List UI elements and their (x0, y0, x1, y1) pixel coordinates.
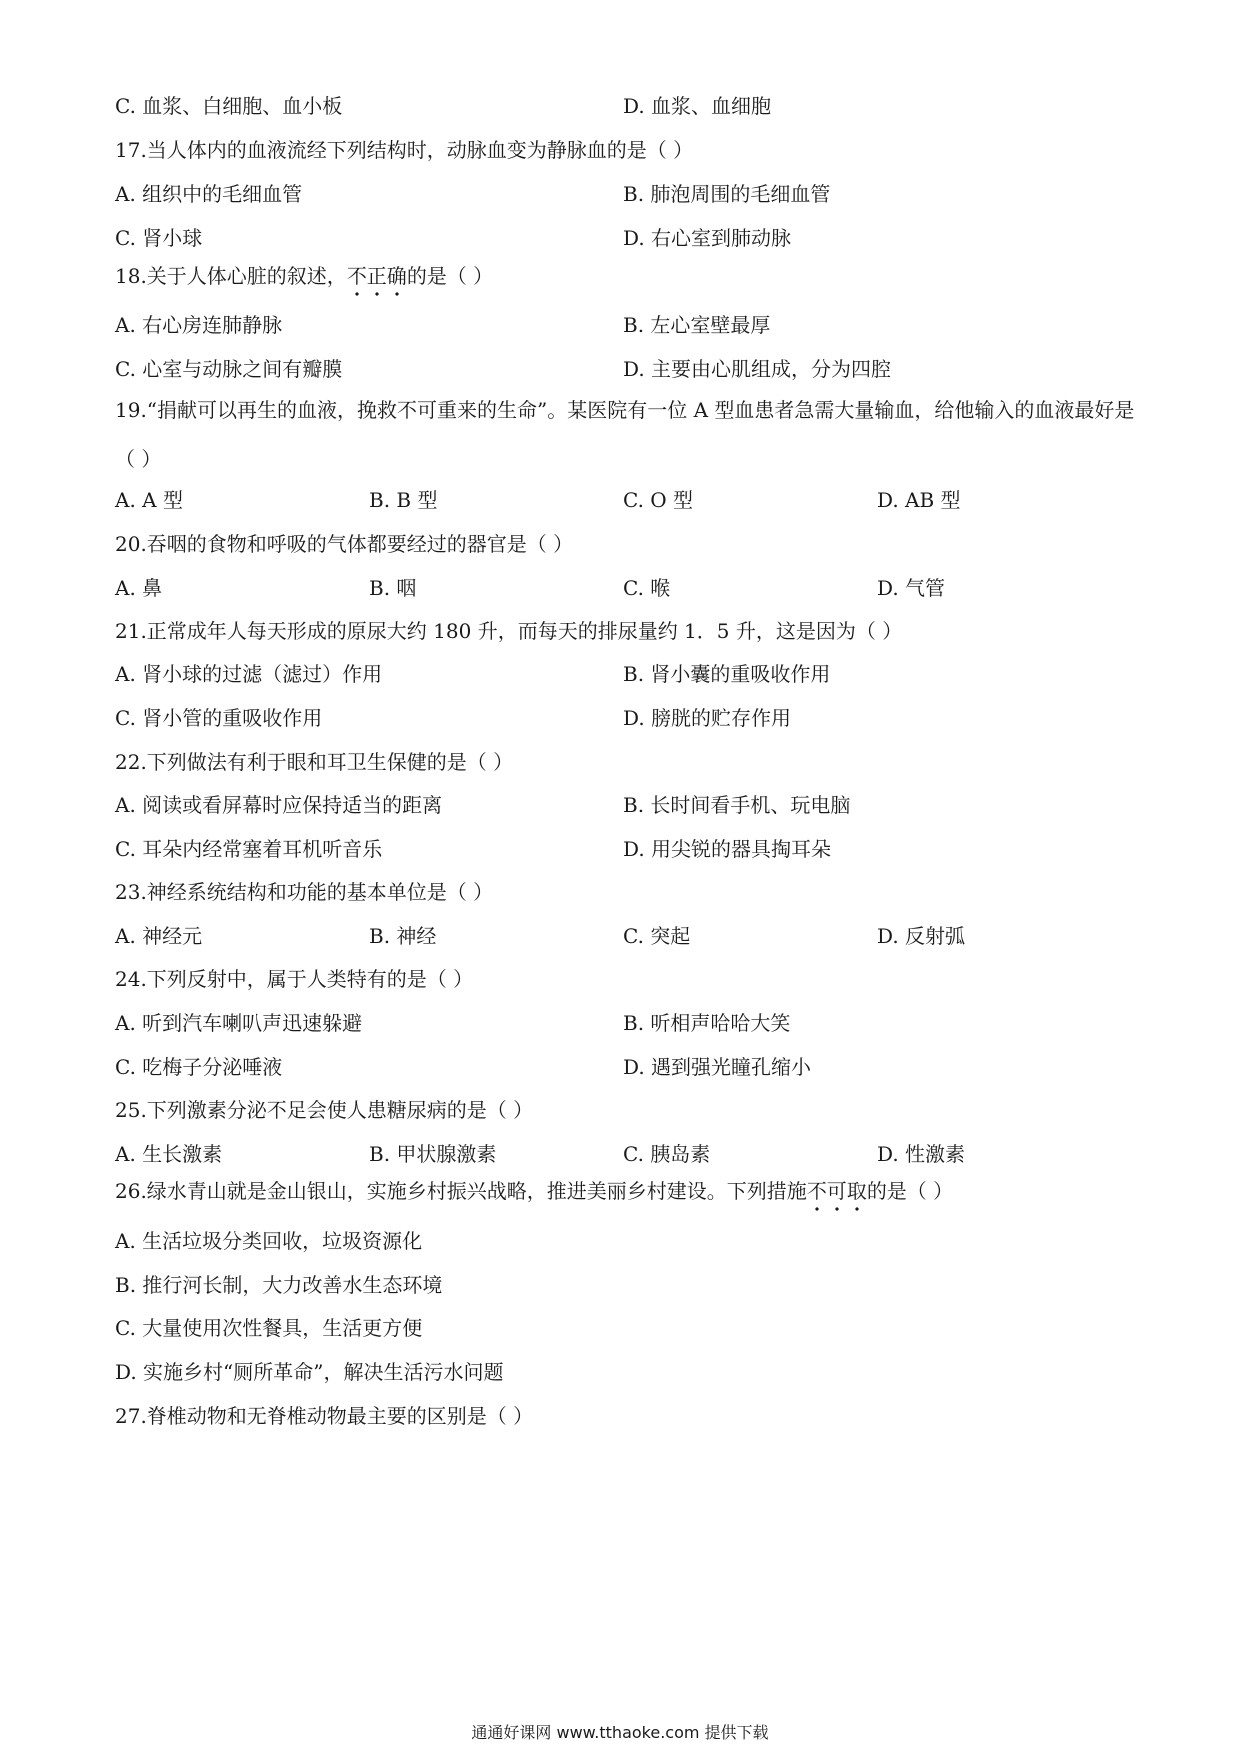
q20-option-c: C. 喉 (623, 576, 671, 600)
q20-stem: 20.吞咽的食物和呼吸的气体都要经过的器官是（ ） (115, 532, 574, 556)
q26-stem-emphasis: 不可取 (806, 1179, 867, 1203)
q22-option-c: C. 耳朵内经常塞着耳机听音乐 (115, 837, 383, 861)
q26-stem-post: 的是（ ） (866, 1179, 954, 1203)
q20-option-d: D. 气管 (877, 576, 946, 600)
q25-option-d: D. 性激素 (877, 1142, 966, 1166)
q26-option-c: C. 大量使用次性餐具，生活更方便 (115, 1316, 423, 1340)
q17-option-c: C. 肾小球 (115, 226, 203, 250)
q26-option-d: D. 实施乡村“厕所革命”，解决生活污水问题 (115, 1360, 504, 1384)
q21-option-c: C. 肾小管的重吸收作用 (115, 706, 323, 730)
q21-option-b: B. 肾小囊的重吸收作用 (623, 662, 831, 686)
q21-option-d: D. 膀胱的贮存作用 (623, 706, 792, 730)
q19-option-b: B. B 型 (369, 488, 438, 512)
q21-stem: 21.正常成年人每天形成的原尿大约 180 升，而每天的排尿量约 1．5 升，这是因为（ ） (115, 619, 903, 643)
q25-stem: 25.下列激素分泌不足会使人患糖尿病的是（ ） (115, 1098, 534, 1122)
q18-stem-pre: 18.关于人体心脏的叙述， (115, 264, 347, 288)
q20-option-b: B. 咽 (369, 576, 417, 600)
q23-option-d: D. 反射弧 (877, 924, 966, 948)
q23-stem: 23.神经系统结构和功能的基本单位是（ ） (115, 880, 494, 904)
q20-option-a: A. 鼻 (115, 576, 163, 600)
q17-option-b: B. 肺泡周围的毛细血管 (623, 182, 831, 206)
q23-option-c: C. 突起 (623, 924, 691, 948)
q18-stem-emphasis: 不正确 (346, 264, 407, 288)
q19-stem: 19.“捐献可以再生的血液，挽救不可重来的生命”。某医院有一位 A 型血患者急需大量输血，给他输入的血液最好是（ ） (115, 398, 1135, 471)
q22-option-b: B. 长时间看手机、玩电脑 (623, 793, 851, 817)
q24-option-d: D. 遇到强光瞳孔缩小 (623, 1055, 812, 1079)
q22-stem: 22.下列做法有利于眼和耳卫生保健的是（ ） (115, 750, 514, 774)
q16-option-c: C. 血浆、白细胞、血小板 (115, 94, 343, 118)
q22-option-a: A. 阅读或看屏幕时应保持适当的距离 (115, 793, 443, 817)
q26-stem-pre: 26.绿水青山就是金山银山，实施乡村振兴战略，推进美丽乡村建设。下列措施 (115, 1179, 807, 1203)
q17-option-a: A. 组织中的毛细血管 (115, 182, 303, 206)
q18-stem-post: 的是（ ） (406, 264, 494, 288)
q18-option-d: D. 主要由心肌组成，分为四腔 (623, 357, 892, 381)
q22-option-d: D. 用尖锐的器具掏耳朵 (623, 837, 832, 861)
q26-option-a: A. 生活垃圾分类回收，垃圾资源化 (115, 1229, 423, 1253)
q21-option-a: A. 肾小球的过滤（滤过）作用 (115, 662, 383, 686)
q23-option-a: A. 神经元 (115, 924, 203, 948)
q26-option-b: B. 推行河长制，大力改善水生态环境 (115, 1273, 443, 1297)
q18-option-b: B. 左心室壁最厚 (623, 313, 771, 337)
q19-option-c: C. O 型 (623, 488, 694, 512)
q17-stem: 17.当人体内的血液流经下列结构时，动脉血变为静脉血的是（ ） (115, 138, 694, 162)
q24-option-a: A. 听到汽车喇叭声迅速躲避 (115, 1011, 363, 1035)
q24-option-c: C. 吃梅子分泌唾液 (115, 1055, 283, 1079)
page-footer: 通通好课网 www.tthaoke.com 提供下载 (471, 1723, 769, 1742)
q18-option-a: A. 右心房连肺静脉 (115, 313, 283, 337)
q24-stem: 24.下列反射中，属于人类特有的是（ ） (115, 967, 474, 991)
q18-option-c: C. 心室与动脉之间有瓣膜 (115, 357, 343, 381)
q19-option-a: A. A 型 (115, 488, 183, 512)
q18-stem (115, 262, 1135, 290)
q24-option-b: B. 听相声哈哈大笑 (623, 1011, 791, 1035)
q17-option-d: D. 右心室到肺动脉 (623, 226, 792, 250)
q26-stem (115, 1177, 1135, 1205)
q25-option-b: B. 甲状腺激素 (369, 1142, 497, 1166)
q19-option-d: D. AB 型 (877, 488, 961, 512)
q23-option-b: B. 神经 (369, 924, 437, 948)
q25-option-a: A. 生长激素 (115, 1142, 223, 1166)
q16-option-d: D. 血浆、血细胞 (623, 94, 772, 118)
q27-stem: 27.脊椎动物和无脊椎动物最主要的区别是（ ） (115, 1404, 534, 1428)
q25-option-c: C. 胰岛素 (623, 1142, 711, 1166)
